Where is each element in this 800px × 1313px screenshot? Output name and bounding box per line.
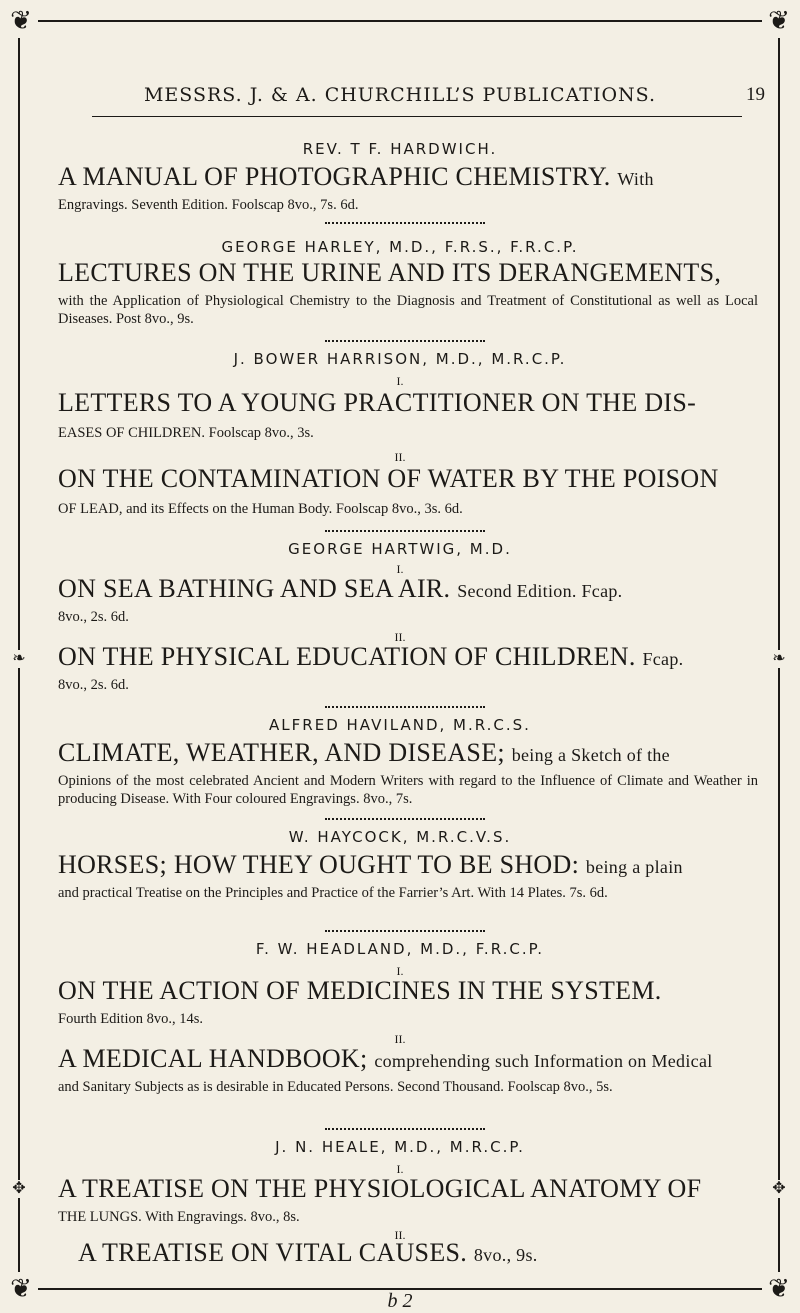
volume-numeral: II. (394, 1032, 406, 1046)
title-continuation: 8vo., 9s. (473, 1245, 538, 1265)
book-description: OF LEAD, and its Effects on the Human Body. Foolscap 8vo., 3s. 6d. (58, 501, 463, 517)
book-title (58, 642, 758, 672)
book-title: ON THE ACTION OF MEDICINES IN THE SYSTEM. (58, 976, 662, 1005)
author-heading: ALFRED HAVILAND, M.R.C.S. (269, 716, 531, 734)
book-description: 8vo., 2s. 6d. (58, 609, 129, 625)
author-heading: F. W. HEADLAND, M.D., F.R.C.P. (255, 940, 545, 958)
section-divider (325, 1128, 485, 1136)
author-heading: GEORGE HARLEY, M.D., F.R.S., F.R.C.P. (221, 238, 579, 256)
book-description: 8vo., 2s. 6d. (58, 677, 129, 693)
border-top-rule (30, 20, 770, 22)
book-description: and Sanitary Subjects as is desirable in Educated Persons. Second Thousand. Foolscap 8vo., 5s. (58, 1079, 613, 1095)
volume-numeral: I. (396, 1162, 404, 1176)
page-number: 19 (746, 84, 765, 105)
book-description: and practical Treatise on the Principles and Practice of the Farrier’s Art. With 14 Plates. 7s. 6d. (58, 885, 608, 901)
side-ornament-icon: ❧ (10, 650, 28, 668)
section-divider (325, 340, 485, 348)
title-text: CLIMATE, WEATHER, AND DISEASE; (58, 738, 505, 767)
book-description: EASES OF CHILDREN. Foolscap 8vo., 3s. (58, 425, 314, 441)
book-description: Opinions of the most celebrated Ancient and Modern Writers with regard to the Influence of Climate and Weather in producing Disease. With Four coloured Engravings. 8vo., 7s. (58, 773, 758, 807)
title-text: A MEDICAL HANDBOOK; (58, 1044, 368, 1073)
book-title: ON THE CONTAMINATION OF WATER BY THE POISON (58, 464, 719, 493)
side-ornament-icon: ✥ (770, 1180, 788, 1198)
book-description: THE LUNGS. With Engravings. 8vo., 8s. (58, 1209, 300, 1225)
section-divider (325, 530, 485, 538)
title-continuation: comprehending such Information on Medical (374, 1051, 713, 1071)
book-title: LECTURES ON THE URINE AND ITS DERANGEMENTS, (58, 258, 722, 287)
volume-numeral: II. (394, 1228, 406, 1242)
title-text: ON THE PHYSICAL EDUCATION OF CHILDREN. (58, 642, 636, 671)
title-text: A TREATISE ON VITAL CAUSES. (78, 1238, 468, 1267)
book-title: A TREATISE ON THE PHYSIOLOGICAL ANATOMY OF (58, 1174, 702, 1203)
book-description: Fourth Edition 8vo., 14s. (58, 1011, 204, 1027)
book-title (78, 1238, 738, 1268)
title-continuation: Fcap. (642, 649, 684, 669)
side-ornament-icon: ✥ (10, 1180, 28, 1198)
header-rule (92, 116, 742, 117)
volume-numeral: I. (396, 964, 404, 978)
book-title (58, 574, 758, 604)
side-ornament-icon: ❧ (770, 650, 788, 668)
title-continuation: being a plain (585, 857, 683, 877)
author-heading: REV. T F. HARDWICH. (302, 140, 498, 158)
title-continuation: With (617, 169, 654, 189)
title-text: ON SEA BATHING AND SEA AIR. (58, 574, 451, 603)
volume-numeral: II. (394, 630, 406, 644)
section-divider (325, 222, 485, 230)
corner-ornament-icon: ❦ (762, 1272, 796, 1306)
author-heading: J. N. HEALE, M.D., M.R.C.P. (275, 1138, 525, 1156)
corner-ornament-icon: ❦ (4, 1272, 38, 1306)
title-text: HORSES; HOW THEY OUGHT TO BE SHOD: (58, 850, 580, 879)
author-heading: W. HAYCOCK, M.R.C.V.S. (288, 828, 512, 846)
author-heading: GEORGE HARTWIG, M.D. (288, 540, 512, 558)
book-title: LETTERS TO A YOUNG PRACTITIONER ON THE DIS- (58, 388, 697, 417)
section-divider (325, 706, 485, 714)
corner-ornament-icon: ❦ (762, 4, 796, 38)
volume-numeral: I. (396, 374, 404, 388)
title-continuation: being a Sketch of the (511, 745, 670, 765)
book-title (58, 738, 758, 768)
corner-ornament-icon: ❦ (4, 4, 38, 38)
book-description: Engravings. Seventh Edition. Foolscap 8vo., 7s. 6d. (58, 197, 359, 213)
book-description: with the Application of Physiological Chemistry to the Diagnosis and Treatment of Constitutional as well as Local Diseases. Post 8vo., 9s. (58, 293, 758, 327)
volume-numeral: I. (396, 562, 404, 576)
volume-numeral: II. (394, 450, 406, 464)
book-title (58, 850, 758, 880)
section-divider (325, 930, 485, 938)
signature-mark: b 2 (387, 1290, 413, 1312)
title-continuation: Second Edition. Fcap. (457, 581, 623, 601)
section-divider (325, 818, 485, 826)
book-title (58, 162, 758, 192)
book-title (58, 1044, 758, 1074)
running-header: MESSRS. J. & A. CHURCHILL’S PUBLICATIONS. (143, 84, 657, 106)
title-text: A MANUAL OF PHOTOGRAPHIC CHEMISTRY. (58, 162, 611, 191)
author-heading: J. BOWER HARRISON, M.D., M.R.C.P. (233, 350, 567, 368)
